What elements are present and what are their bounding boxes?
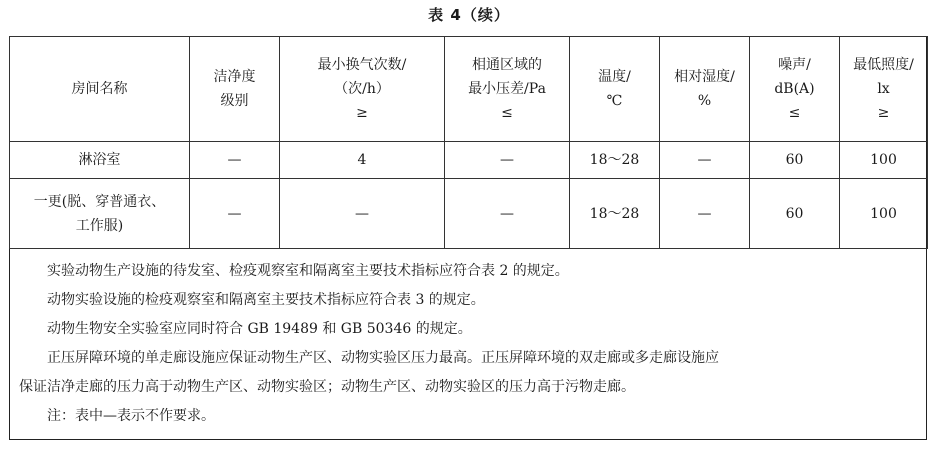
cell-humidity: — [660, 142, 750, 179]
cell-air-changes: — [280, 179, 445, 249]
cell-illuminance: 100 [840, 179, 928, 249]
cell-pressure-diff: — [445, 142, 570, 179]
header-temperature: 温度/ ℃ [570, 37, 660, 142]
header-cleanliness: 洁净度 级别 [190, 37, 280, 142]
cell-humidity: — [660, 179, 750, 249]
cell-cleanliness: — [190, 179, 280, 249]
note-line: 实验动物生产设施的待发室、检疫观察室和隔离室主要技术指标应符合表 2 的规定。 [47, 263, 569, 279]
cell-noise: 60 [750, 142, 840, 179]
header-illuminance: 最低照度/ lx ≥ [840, 37, 928, 142]
cell-temperature: 18～28 [570, 179, 660, 249]
note-line: 正压屏障环境的单走廊设施应保证动物生产区、动物实验区压力最高。正压屏障环境的双走廊或多走廊设施应 [47, 350, 719, 366]
cell-room-name: 淋浴室 [10, 142, 190, 179]
header-humidity: 相对湿度/ % [660, 37, 750, 142]
header-room-name: 房间名称 [10, 37, 190, 142]
note-line: 动物实验设施的检疫观察室和隔离室主要技术指标应符合表 3 的规定。 [47, 292, 485, 308]
cell-air-changes: 4 [280, 142, 445, 179]
header-air-changes: 最小换气次数/ （次/h） ≥ [280, 37, 445, 142]
header-pressure-diff: 相通区域的 最小压差/Pa ≤ [445, 37, 570, 142]
note-remark: 注：表中—表示不作要求。 [47, 408, 215, 424]
cell-cleanliness: — [190, 142, 280, 179]
header-noise: 噪声/ dB(A) ≤ [750, 37, 840, 142]
table-title: 表 4（续） [428, 6, 510, 24]
cell-noise: 60 [750, 179, 840, 249]
specs-table [9, 36, 928, 249]
table-row [10, 179, 928, 249]
cell-room-name: 一更(脱、穿普通衣、 工作服) [10, 179, 190, 249]
cell-pressure-diff: — [445, 179, 570, 249]
note-line-continued: 保证洁净走廊的压力高于动物生产区、动物实验区；动物生产区、动物实验区的压力高于污物走廊。 [19, 379, 635, 395]
table-row [10, 142, 928, 179]
cell-temperature: 18～28 [570, 142, 660, 179]
table-header-row [10, 37, 928, 142]
note-line: 动物生物安全实验室应同时符合 GB 19489 和 GB 50346 的规定。 [47, 321, 472, 337]
cell-illuminance: 100 [840, 142, 928, 179]
notes-section [9, 257, 927, 431]
